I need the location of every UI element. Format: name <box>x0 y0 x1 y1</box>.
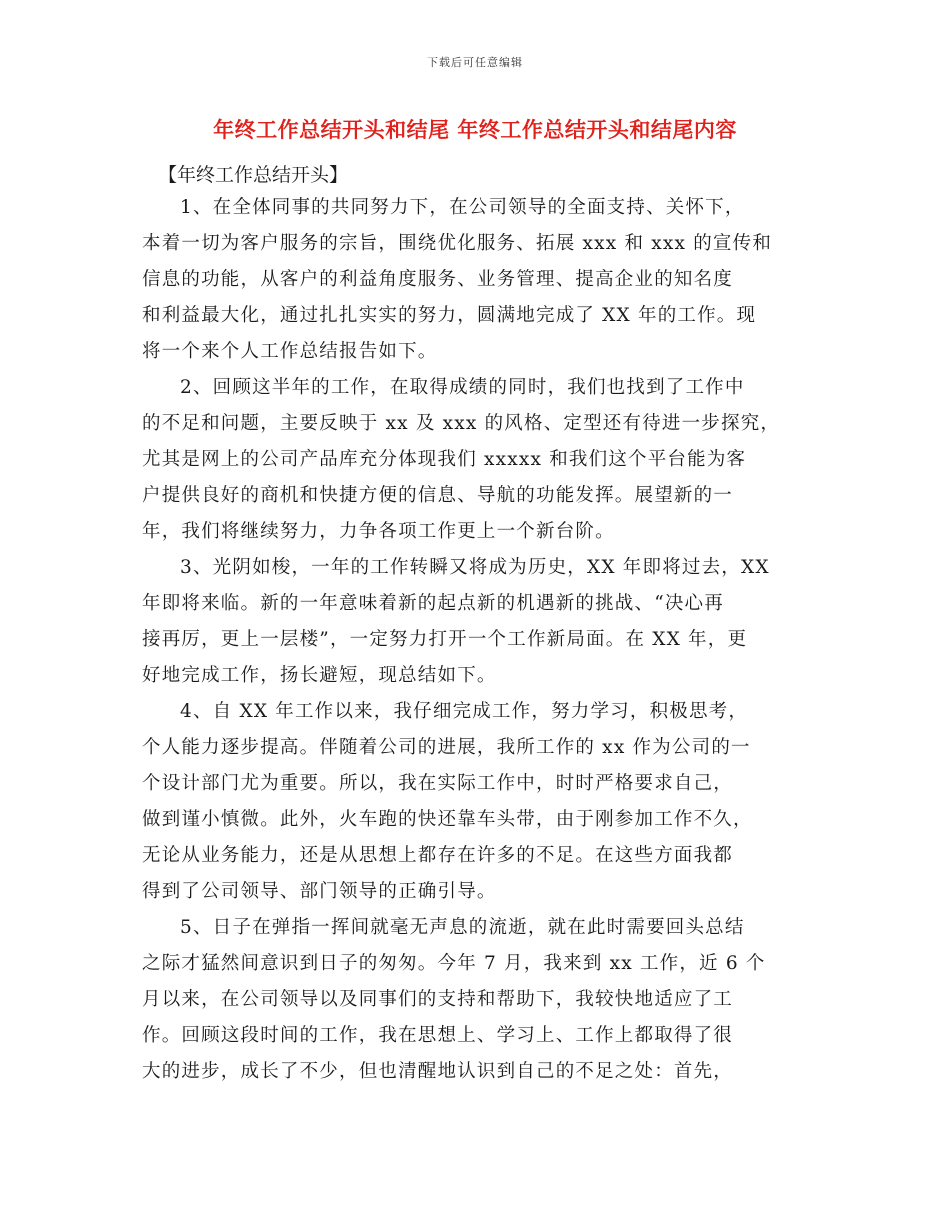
paragraph-line: 的不足和问题，主要反映于 xx 及 xxx 的风格、定型还有待进一步探究， <box>142 413 781 434</box>
paragraph-line: 得到了公司领导、部门领导的正确引导。 <box>142 881 497 902</box>
paragraph-line: 和利益最大化，通过扎扎实实的努力，圆满地完成了 XX 年的工作。现 <box>142 305 757 326</box>
paragraph-line: 年即将来临。新的一年意味着新的起点新的机遇新的挑战、“决心再 <box>142 593 724 614</box>
section-heading: 【年终工作总结开头】 <box>158 164 349 186</box>
paragraph-line: 3、光阴如梭，一年的工作转瞬又将成为历史，XX 年即将过去，XX <box>180 557 770 578</box>
paragraph-line: 信息的功能，从客户的利益角度服务、业务管理、提高企业的知名度 <box>142 269 734 290</box>
paragraph-line: 做到谨小慎微。此外，火车跑的快还靠车头带，由于刚参加工作不久， <box>142 809 753 830</box>
paragraph-line: 个设计部门尤为重要。所以，我在实际工作中，时时严格要求自己， <box>142 773 734 794</box>
paragraph-line: 好地完成工作，扬长避短，现总结如下。 <box>142 665 497 686</box>
paragraph-line: 将一个来个人工作总结报告如下。 <box>142 341 438 362</box>
paragraph-line: 接再厉，更上一层楼”，一定努力打开一个工作新局面。在 XX 年，更 <box>142 629 748 650</box>
paragraph-line: 4、自 XX 年工作以来，我仔细完成工作，努力学习，积极思考， <box>180 701 749 722</box>
document-title: 年终工作总结开头和结尾 年终工作总结开头和结尾内容 <box>213 117 737 142</box>
paragraph-line: 个人能力逐步提高。伴随着公司的进展，我所工作的 xx 作为公司的一 <box>142 737 751 758</box>
paragraph-line: 大的进步，成长了不少，但也清醒地认识到自己的不足之处：首先， <box>142 1061 734 1082</box>
header-note: 下载后可任意编辑 <box>427 56 523 69</box>
document-body <box>142 160 814 1090</box>
paragraph-line: 本着一切为客户服务的宗旨，围绕优化服务、拓展 xxx 和 xxx 的宣传和 <box>142 233 773 254</box>
paragraph-line: 1、在全体同事的共同努力下，在公司领导的全面支持、关怀下， <box>180 197 745 218</box>
paragraph-3 <box>142 550 814 694</box>
paragraph-line: 2、回顾这半年的工作，在取得成绩的同时，我们也找到了工作中 <box>180 377 745 398</box>
paragraph-line: 月以来，在公司领导以及同事们的支持和帮助下，我较快地适应了工 <box>142 989 734 1010</box>
paragraph-line: 之际才猛然间意识到日子的匆匆。今年 7 月，我来到 xx 工作，近 6 个 <box>142 953 766 974</box>
paragraph-line: 无论从业务能力，还是从思想上都存在许多的不足。在这些方面我都 <box>142 845 734 866</box>
paragraph-line: 尤其是网上的公司产品库充分体现我们 xxxxx 和我们这个平台能为客 <box>142 449 747 470</box>
paragraph-2 <box>142 370 814 550</box>
paragraph-line: 年，我们将继续努力，力争各项工作更上一个新台阶。 <box>142 521 615 542</box>
paragraph-line: 户提供良好的商机和快捷方便的信息、导航的功能发挥。展望新的一 <box>142 485 734 506</box>
paragraph-5 <box>142 910 814 1090</box>
paragraph-line: 5、日子在弹指一挥间就毫无声息的流逝，就在此时需要回头总结 <box>180 917 745 938</box>
paragraph-1 <box>142 190 814 370</box>
paragraph-line: 作。回顾这段时间的工作，我在思想上、学习上、工作上都取得了很 <box>142 1025 734 1046</box>
paragraph-4 <box>142 694 814 910</box>
